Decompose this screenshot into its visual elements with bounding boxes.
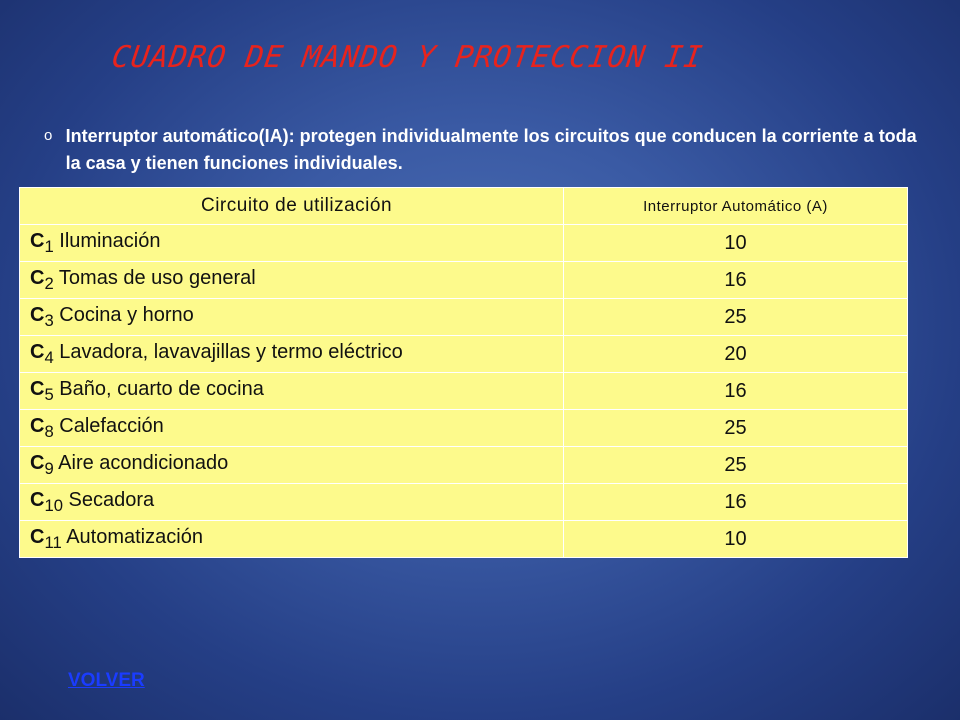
table-row (20, 299, 908, 336)
breaker-value-cell: 10 (564, 521, 908, 558)
header-circuit: Circuito de utilización (20, 188, 564, 225)
breaker-value-cell: 25 (564, 410, 908, 447)
circuit-name-cell (20, 262, 564, 299)
breaker-value-cell: 25 (564, 299, 908, 336)
breaker-value-cell: 20 (564, 336, 908, 373)
header-breaker: Interruptor Automático (A) (564, 188, 908, 225)
circuit-code: C (30, 488, 45, 511)
table-row (20, 521, 908, 558)
bullet-text: Interruptor automático(IA): protegen individualmente los circuitos que conducen la corriente a toda la casa y tienen funciones individuales. (65, 126, 917, 173)
table-row (20, 484, 908, 521)
breaker-value-cell: 25 (564, 447, 908, 484)
circuit-code: C (30, 229, 45, 252)
circuit-code: C (30, 414, 45, 437)
circuit-code-subscript: 5 (44, 384, 54, 404)
circuit-name-cell (20, 521, 564, 558)
table-row (20, 225, 908, 262)
breaker-value-cell: 16 (564, 262, 908, 299)
circuit-name: Baño, cuarto de cocina (53, 377, 264, 400)
circuit-code-subscript: 4 (44, 347, 54, 367)
table-row (20, 262, 908, 299)
circuit-code: C (30, 525, 45, 548)
table-header-row (20, 188, 908, 225)
table-row (20, 447, 908, 484)
circuit-code-subscript: 3 (44, 310, 54, 330)
circuit-code-subscript: 2 (44, 273, 54, 293)
circuit-name: Tomas de uso general (53, 266, 256, 289)
bullet-item (44, 123, 924, 177)
circuit-code-subscript: 9 (44, 458, 54, 478)
circuit-table (19, 187, 908, 558)
circuit-code: C (30, 451, 45, 474)
circuit-code: C (30, 377, 45, 400)
volver-link[interactable]: VOLVER (68, 670, 145, 691)
circuit-name: Lavadora, lavavajillas y termo eléctrico (53, 340, 403, 363)
circuit-name-cell (20, 410, 564, 447)
breaker-value-cell: 16 (564, 484, 908, 521)
circuit-name-cell (20, 225, 564, 262)
table-row (20, 410, 908, 447)
circuit-name: Iluminación (53, 229, 161, 252)
table-row (20, 373, 908, 410)
circuit-code: C (30, 340, 45, 363)
circuit-name: Automatización (61, 525, 203, 548)
circuit-name: Aire acondicionado (53, 451, 229, 474)
circuit-name-cell (20, 373, 564, 410)
circuit-name: Secadora (62, 488, 155, 511)
circuit-code-subscript: 10 (44, 495, 63, 515)
circuit-name-cell (20, 299, 564, 336)
breaker-value-cell: 16 (564, 373, 908, 410)
breaker-value-cell: 10 (564, 225, 908, 262)
circuit-name-cell (20, 447, 564, 484)
circuit-code-subscript: 11 (44, 532, 62, 552)
circuit-name-cell (20, 484, 564, 521)
circuit-name: Cocina y horno (53, 303, 194, 326)
bullet-marker: o (44, 127, 53, 144)
circuit-code-subscript: 8 (44, 421, 54, 441)
circuit-name: Calefacción (53, 414, 164, 437)
circuit-code-subscript: 1 (44, 236, 54, 256)
page-title: CUADRO DE MANDO Y PROTECCION II (109, 40, 706, 75)
table-row (20, 336, 908, 373)
circuit-name-cell (20, 336, 564, 373)
circuit-code: C (30, 266, 45, 289)
circuit-code: C (30, 303, 45, 326)
